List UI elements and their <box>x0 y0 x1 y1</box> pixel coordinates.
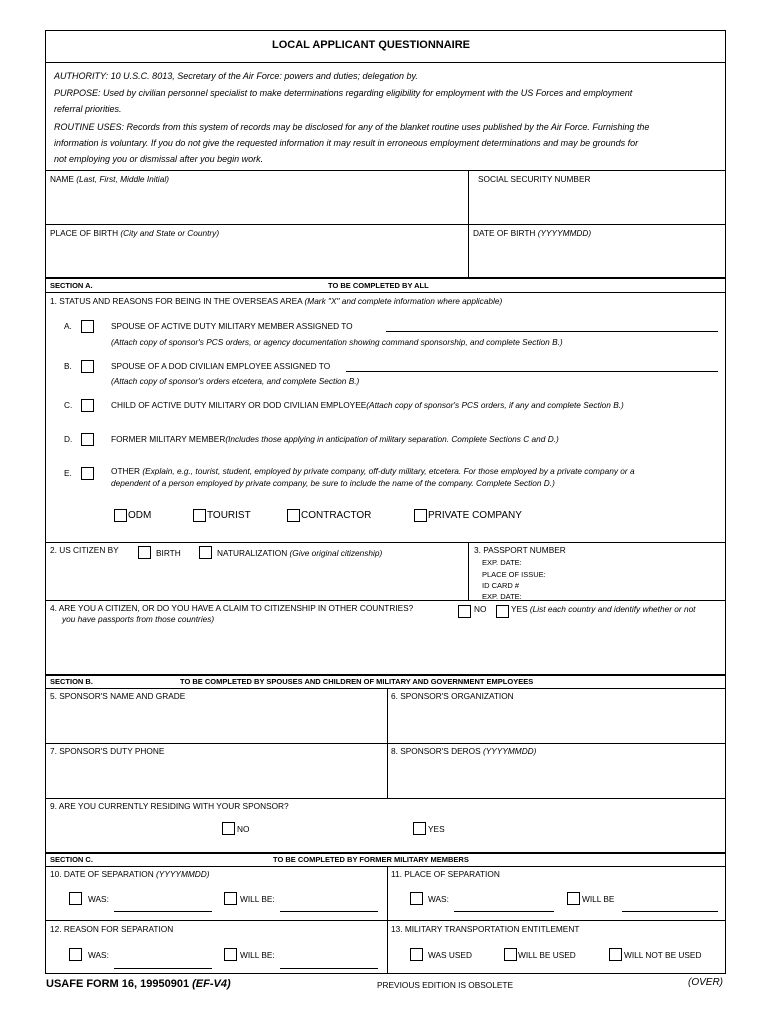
section-c-title: TO BE COMPLETED BY FORMER MILITARY MEMBERS <box>273 855 469 864</box>
separation-reason-will-be-field[interactable] <box>280 968 378 969</box>
birth-label: BIRTH <box>156 548 181 558</box>
naturalization-label: NATURALIZATION (Give original citizenship) <box>217 548 383 558</box>
question-8: 8. SPONSOR'S DEROS (YYYYMMDD) <box>391 746 537 756</box>
divider <box>45 743 726 744</box>
sponsor-deros-field[interactable] <box>388 758 725 797</box>
purpose-text-2: referral priorities. <box>54 104 122 114</box>
ssn-label: SOCIAL SECURITY NUMBER <box>478 174 591 184</box>
routine-uses-text-3: not employing you or dismissal after you begin work. <box>54 154 264 164</box>
date-of-birth-label: DATE OF BIRTH (YYYYMMDD) <box>473 228 592 238</box>
separation-place-will-be-label: WILL BE <box>582 894 615 904</box>
divider <box>45 600 726 601</box>
divider <box>45 224 726 225</box>
date-of-birth-field[interactable] <box>469 240 725 277</box>
option-e-letter: E. <box>64 468 72 478</box>
option-e-note: dependent of a person employed by private company, be sure to include the name of the company. Complete Section D.) <box>111 478 555 488</box>
section-divider <box>45 277 726 279</box>
id-exp-date-label: EXP. DATE: <box>482 592 522 601</box>
authority-text: AUTHORITY: 10 U.S.C. 8013, Secretary of the Air Force: powers and duties; delegation by. <box>54 71 418 81</box>
form-title: LOCAL APPLICANT QUESTIONNAIRE <box>272 39 471 51</box>
option-c-checkbox[interactable] <box>81 399 94 412</box>
purpose-text: PURPOSE: Used by civilian personnel specialist to make determinations regarding eligibility for employment with the US Forces and employment <box>54 88 633 98</box>
option-a-note: (Attach copy of sponsor's PCS orders, or agency documentation showing command sponsorship, and complete Section B.) <box>111 337 563 347</box>
question-11: 11. PLACE OF SEPARATION <box>391 869 500 879</box>
option-b-letter: B. <box>64 361 72 371</box>
transport-will-be-used-checkbox[interactable] <box>504 948 517 961</box>
transport-was-used-label: WAS USED <box>428 950 472 960</box>
separation-date-will-be-field[interactable] <box>280 911 378 912</box>
separation-date-will-be-checkbox[interactable] <box>224 892 237 905</box>
passport-exp-date-label: EXP. DATE: <box>482 558 522 567</box>
question-2: 2. US CITIZEN BY <box>50 545 119 555</box>
option-d-letter: D. <box>64 434 73 444</box>
routine-uses-text-2: information is voluntary. If you do not give the requested information it may result in erroneous employment determinations and may be grounds for <box>54 138 639 148</box>
separation-place-was-field[interactable] <box>454 911 554 912</box>
question-13: 13. MILITARY TRANSPORTATION ENTITLEMENT <box>391 924 580 934</box>
option-b-assigned-field[interactable] <box>346 371 718 372</box>
option-b-checkbox[interactable] <box>81 360 94 373</box>
question-4: 4. ARE YOU A CITIZEN, OR DO YOU HAVE A CLAIM TO CITIZENSHIP IN OTHER COUNTRIES? <box>50 603 414 613</box>
place-of-issue-label: PLACE OF ISSUE: <box>482 570 546 579</box>
name-label: NAME (Last, First, Middle Initial) <box>50 174 169 184</box>
form-frame <box>45 30 726 974</box>
section-b-label: SECTION B. <box>50 677 93 686</box>
tourist-label: TOURIST <box>207 510 251 521</box>
option-e-checkbox[interactable] <box>81 467 94 480</box>
divider <box>468 542 469 600</box>
odm-label: ODM <box>128 510 152 521</box>
option-b-note: (Attach copy of sponsor's orders etcetera, and complete Section B.) <box>111 376 360 386</box>
divider <box>45 170 726 171</box>
tourist-checkbox[interactable] <box>193 509 206 522</box>
transport-was-used-checkbox[interactable] <box>410 948 423 961</box>
option-d-label: FORMER MILITARY MEMBER(Includes those applying in anticipation of military separation. Complete Sections C and D.) <box>111 434 559 444</box>
question-10: 10. DATE OF SEPARATION (YYYYMMDD) <box>50 869 210 879</box>
question-7: 7. SPONSOR'S DUTY PHONE <box>50 746 165 756</box>
separation-reason-was-field[interactable] <box>114 968 212 969</box>
divider <box>45 542 726 543</box>
option-b-label: SPOUSE OF A DOD CIVILIAN EMPLOYEE ASSIGNED TO <box>111 361 331 371</box>
separation-reason-will-be-label: WILL BE: <box>240 950 275 960</box>
question-5: 5. SPONSOR'S NAME AND GRADE <box>50 691 186 701</box>
divider <box>45 798 726 799</box>
over-note: (OVER) <box>688 977 723 988</box>
option-c-letter: C. <box>64 400 73 410</box>
residing-no-checkbox[interactable] <box>222 822 235 835</box>
separation-reason-was-checkbox[interactable] <box>69 948 82 961</box>
section-c-label: SECTION C. <box>50 855 93 864</box>
question-4-continued: you have passports from those countries) <box>62 614 215 624</box>
divider <box>45 688 726 689</box>
odm-checkbox[interactable] <box>114 509 127 522</box>
option-a-assigned-field[interactable] <box>386 331 718 332</box>
contractor-label: CONTRACTOR <box>301 510 372 521</box>
separation-place-was-checkbox[interactable] <box>410 892 423 905</box>
separation-reason-was-label: WAS: <box>88 950 109 960</box>
routine-uses-text: ROUTINE USES: Records from this system of records may be disclosed for any of the blanket routine uses published by the Air Force. Furnishing the <box>54 122 650 132</box>
place-of-birth-field[interactable] <box>46 240 467 277</box>
question-9: 9. ARE YOU CURRENTLY RESIDING WITH YOUR SPONSOR? <box>50 801 289 811</box>
question-12: 12. REASON FOR SEPARATION <box>50 924 174 934</box>
residing-no-label: NO <box>237 824 250 834</box>
option-a-checkbox[interactable] <box>81 320 94 333</box>
separation-date-was-checkbox[interactable] <box>69 892 82 905</box>
citizenship-yes-checkbox[interactable] <box>496 605 509 618</box>
residing-yes-checkbox[interactable] <box>413 822 426 835</box>
contractor-checkbox[interactable] <box>287 509 300 522</box>
name-field[interactable] <box>46 186 467 223</box>
sponsor-duty-phone-field[interactable] <box>46 758 386 797</box>
separation-place-will-be-checkbox[interactable] <box>567 892 580 905</box>
option-c-label: CHILD OF ACTIVE DUTY MILITARY OR DOD CIVILIAN EMPLOYEE(Attach copy of sponsor's PCS orders, if any and complete Section B.) <box>111 400 624 410</box>
place-of-birth-label: PLACE OF BIRTH (City and State or Country) <box>50 228 220 238</box>
ssn-field[interactable] <box>469 186 725 223</box>
sponsor-organization-field[interactable] <box>388 703 725 743</box>
private-company-checkbox[interactable] <box>414 509 427 522</box>
citizenship-yes-label: YES (List each country and identify whether or not <box>511 604 696 614</box>
previous-edition-note: PREVIOUS EDITION IS OBSOLETE <box>377 980 514 990</box>
residing-yes-label: YES <box>428 824 445 834</box>
section-a-label: SECTION A. <box>50 281 93 290</box>
citizenship-no-label: NO <box>474 604 487 614</box>
section-divider <box>45 852 726 854</box>
option-e-label: OTHER (Explain, e.g., tourist, student, employed by private company, off-duty military, etcetera. For those employed by a private company or a <box>111 466 635 476</box>
section-b-title: TO BE COMPLETED BY SPOUSES AND CHILDREN OF MILITARY AND GOVERNMENT EMPLOYEES <box>180 677 534 686</box>
form-number: USAFE FORM 16, 19950901 (EF-V4) <box>46 978 231 990</box>
divider <box>45 292 726 293</box>
separation-place-will-be-field[interactable] <box>622 911 718 912</box>
id-card-label: ID CARD # <box>482 581 520 590</box>
separation-date-was-label: WAS: <box>88 894 109 904</box>
separation-place-was-label: WAS: <box>428 894 449 904</box>
separation-date-was-field[interactable] <box>114 911 212 912</box>
divider <box>45 62 726 63</box>
transport-will-not-be-used-label: WILL NOT BE USED <box>624 950 702 960</box>
citizenship-no-checkbox[interactable] <box>458 605 471 618</box>
transport-will-be-used-label: WILL BE USED <box>518 950 576 960</box>
private-company-label: PRIVATE COMPANY <box>428 510 522 521</box>
separation-reason-will-be-checkbox[interactable] <box>224 948 237 961</box>
sponsor-name-field[interactable] <box>46 703 386 743</box>
naturalization-checkbox[interactable] <box>199 546 212 559</box>
divider <box>45 920 726 921</box>
option-a-letter: A. <box>64 321 72 331</box>
question-6: 6. SPONSOR'S ORGANIZATION <box>391 691 514 701</box>
section-a-title: TO BE COMPLETED BY ALL <box>328 281 429 290</box>
question-1: 1. STATUS AND REASONS FOR BEING IN THE OVERSEAS AREA (Mark "X" and complete information where applicable) <box>50 296 503 306</box>
question-3: 3. PASSPORT NUMBER <box>474 545 566 555</box>
divider <box>45 866 726 867</box>
separation-date-will-be-label: WILL BE: <box>240 894 275 904</box>
birth-checkbox[interactable] <box>138 546 151 559</box>
option-d-checkbox[interactable] <box>81 433 94 446</box>
section-divider <box>45 674 726 676</box>
transport-will-not-be-used-checkbox[interactable] <box>609 948 622 961</box>
option-a-label: SPOUSE OF ACTIVE DUTY MILITARY MEMBER ASSIGNED TO <box>111 321 353 331</box>
